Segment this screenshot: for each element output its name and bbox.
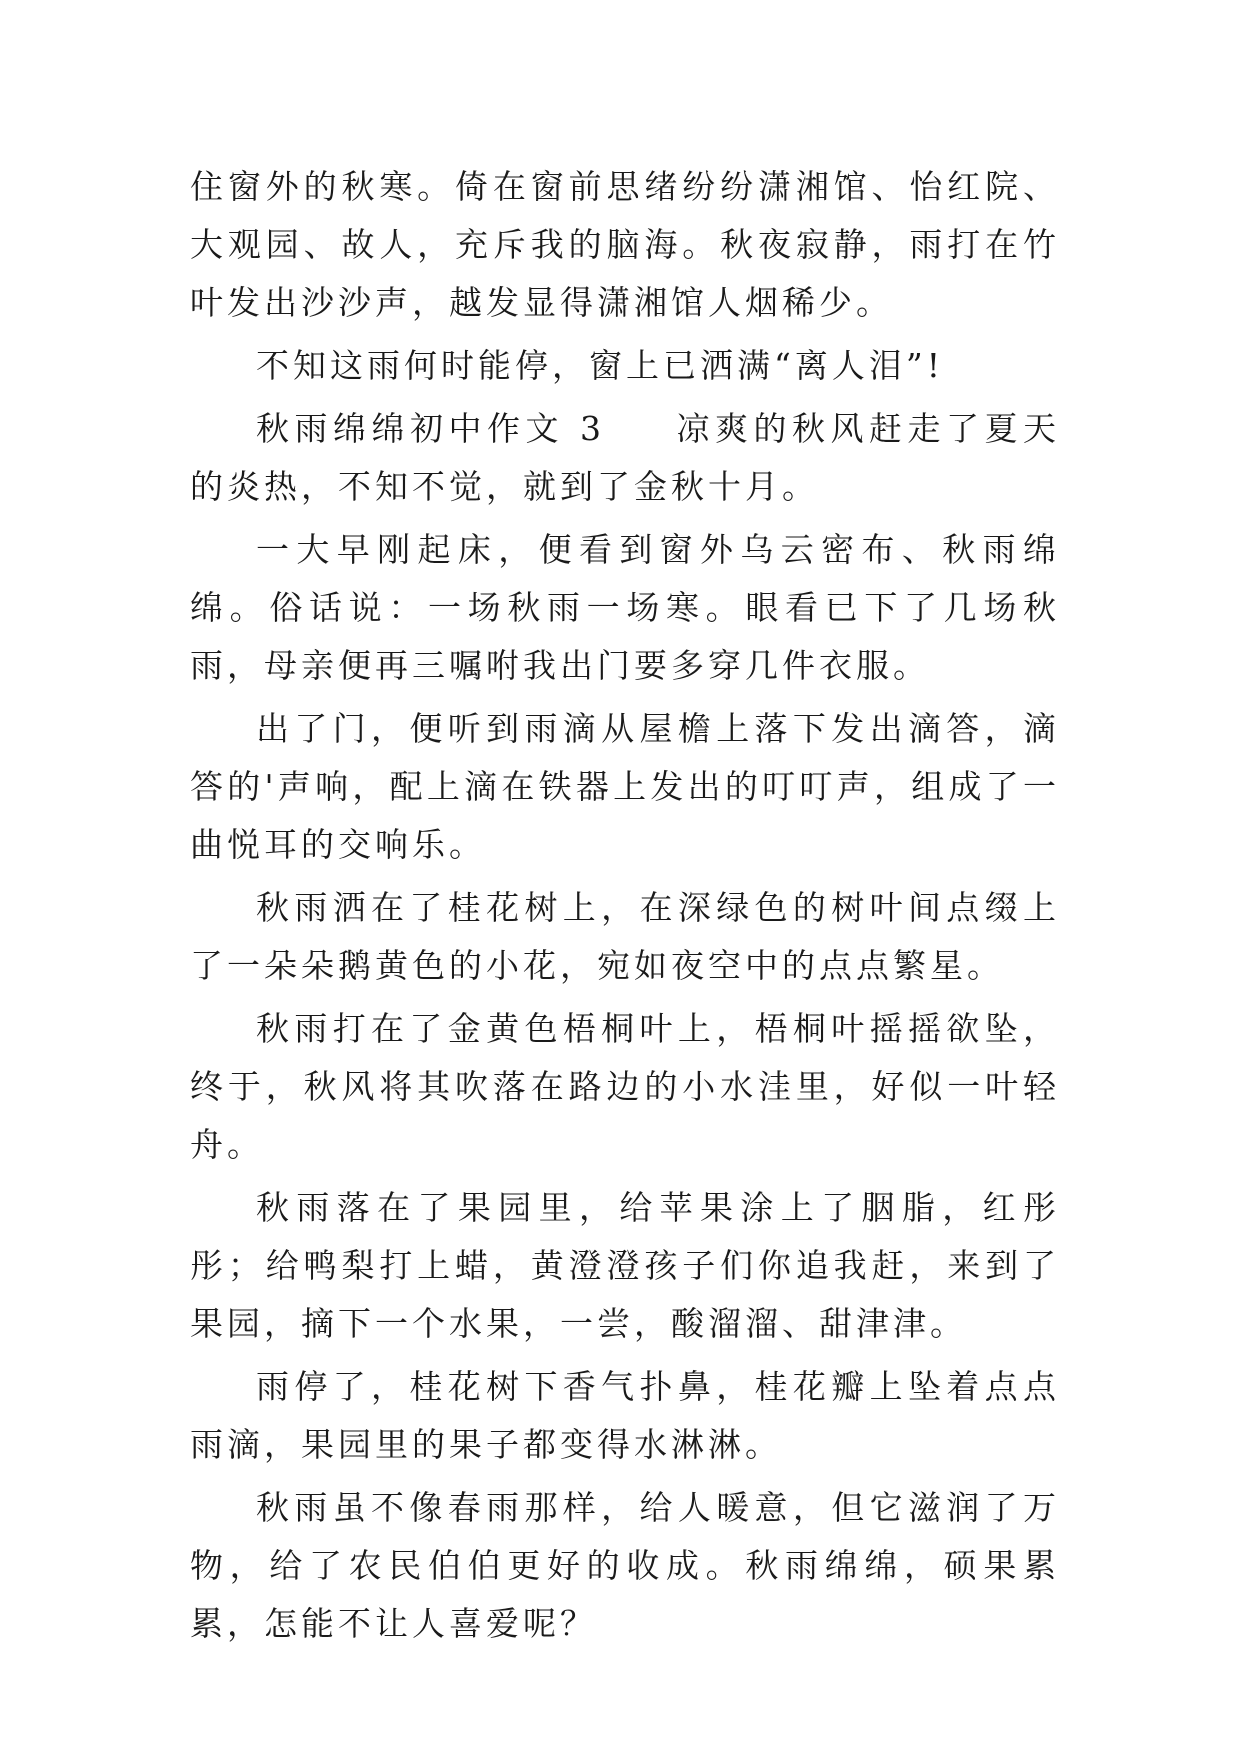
paragraph-text: 凉爽的秋风赶走了夏天的炎热，不知不觉，就到了金秋十月。 xyxy=(190,409,1060,506)
paragraph-text: 秋雨落在了果园里，给苹果涂上了胭脂，红彤彤；给鸭梨打上蜡，黄澄澄孩子们你追我赶，来到了果园，摘下一个水果，一尝，酸溜溜、甜津津。 xyxy=(190,1188,1060,1343)
document-body xyxy=(190,158,1060,1658)
paragraph-text: 出了门，便听到雨滴从屋檐上落下发出滴答，滴答的'声响，配上滴在铁器上发出的叮叮声，组成了一曲悦耳的交响乐。 xyxy=(190,709,1060,864)
paragraph xyxy=(190,700,1060,874)
paragraph-continued xyxy=(190,158,1060,332)
paragraph-text: 秋雨打在了金黄色梧桐叶上，梧桐叶摇摇欲坠，终于，秋风将其吹落在路边的小水洼里，好似一叶轻舟。 xyxy=(190,1009,1060,1164)
paragraph xyxy=(190,1179,1060,1353)
paragraph-text: 秋雨虽不像春雨那样，给人暖意，但它滋润了万物，给了农民伯伯更好的收成。秋雨绵绵，硕果累累，怎能不让人喜爱呢？ xyxy=(190,1488,1060,1643)
paragraph xyxy=(190,337,1060,395)
paragraph xyxy=(190,1479,1060,1653)
paragraph-text: 不知这雨何时能停，窗上已洒满“离人泪”! xyxy=(256,346,945,385)
paragraph-text: 一大早刚起床，便看到窗外乌云密布、秋雨绵绵。俗话说：一场秋雨一场寒。眼看已下了几场秋雨，母亲便再三嘱咐我出门要多穿几件衣服。 xyxy=(190,530,1060,685)
paragraph xyxy=(190,521,1060,695)
paragraph-text: 住窗外的秋寒。倚在窗前思绪纷纷潇湘馆、怡红院、大观园、故人，充斥我的脑海。秋夜寂静，雨打在竹叶发出沙沙声，越发显得潇湘馆人烟稀少。 xyxy=(190,167,1060,322)
paragraph-text: 雨停了，桂花树下香气扑鼻，桂花瓣上坠着点点雨滴，果园里的果子都变得水淋淋。 xyxy=(190,1367,1060,1464)
paragraph-with-title xyxy=(190,400,1060,516)
essay-title: 秋雨绵绵初中作文 3 xyxy=(256,409,605,448)
paragraph xyxy=(190,879,1060,995)
paragraph xyxy=(190,1000,1060,1174)
paragraph-text: 秋雨洒在了桂花树上，在深绿色的树叶间点缀上了一朵朵鹅黄色的小花，宛如夜空中的点点繁星。 xyxy=(190,888,1060,985)
paragraph xyxy=(190,1358,1060,1474)
